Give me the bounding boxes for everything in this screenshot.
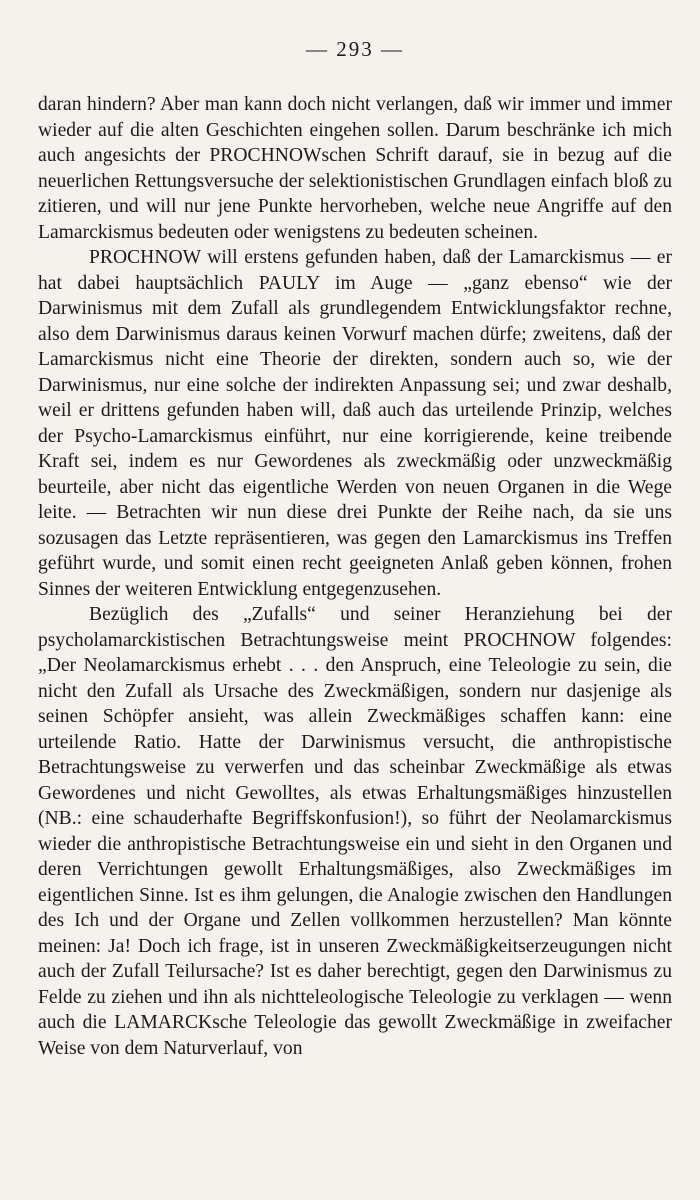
- paragraph-1: daran hindern? Aber man kann doch nicht verlangen, daß wir immer und immer wieder auf die alten Geschichten eingehen sollen. Darum beschränke ich mich auch angesichts der PROCHNOWschen Schrift darauf, sie in bezug auf die neuerlichen Rettungsversuche der selektionistischen Grundlagen einfach bloß zu zitieren, und will nur jene Punkte hervorheben, welche neue Angriffe auf den Lamarckismus bedeuten oder wenigstens zu bedeuten scheinen.: [38, 94, 672, 243]
- body-text: [38, 92, 672, 1061]
- page-number: — 293 —: [306, 37, 404, 61]
- paragraph-2: PROCHNOW will erstens gefunden haben, daß der Lamarckismus — er hat dabei hauptsächlich PAULY im Auge — „ganz ebenso“ wie der Darwinismus mit dem Zufall als grundlegendem Entwicklungsfaktor rechne, also dem Darwinismus daraus keinen Vorwurf machen dürfe; zweitens, daß der Lamarckismus nicht eine Theorie der direkten, sondern auch so, wie der Darwinismus, nur eine solche der indirekten Anpassung sei; und zwar deshalb, weil er drittens gefunden haben will, daß auch das urteilende Prinzip, welches der Psycho-Lamarckismus einführt, nur eine korrigierende, keine treibende Kraft sei, indem es nur Gewordenes als zweckmäßig oder unzweckmäßig beurteile, aber nicht das eigentliche Werden von neuen Organen in die Wege leite. — Betrachten wir nun diese drei Punkte der Reihe nach, da sie uns sozusagen das Letzte repräsentieren, was gegen den Lamarckismus ins Treffen geführt wurde, und somit einen recht geeigneten Anlaß geben können, frohen Sinnes der weiteren Entwicklung entgegenzusehen.: [38, 247, 672, 600]
- paragraph-3: Bezüglich des „Zufalls“ und seiner Heranziehung bei der psycholamarckistischen Betrachtungsweise meint PROCHNOW folgendes: „Der Neolamarckismus erhebt . . . den Anspruch, eine Teleologie zu sein, die nicht den Zufall als Ursache des Zweckmäßigen, sondern nur dasjenige als seinen Schöpfer ansieht, was allein Zweckmäßiges schaffen kann: eine urteilende Ratio. Hatte der Darwinismus versucht, die anthropistische Betrachtungsweise zu verwerfen und das scheinbar Zweckmäßige als etwas Gewordenes und nicht Gewolltes, als etwas Erhaltungsmäßiges hinzustellen (NB.: eine schauderhafte Begriffskonfusion!), so führt der Neolamarckismus wieder die anthropistische Betrachtungsweise ein und sieht in den Organen und deren Verrichtungen gewollt Erhaltungsmäßiges, also Zweckmäßiges im eigentlichen Sinne. Ist es ihm gelungen, die Analogie zwischen den Handlungen des Ich und der Organe und Zellen vollkommen herzustellen? Man könnte meinen: Ja! Doch ich frage, ist in unseren Zweckmäßigkeitserzeugungen nicht auch der Zufall Teilursache? Ist es daher berechtigt, gegen den Darwinismus zu Felde zu ziehen und ihn als nichtteleologische Teleologie zu verklagen — wenn auch die LAMARCKsche Teleologie das gewollt Zweckmäßige in zweifacher Weise von dem Naturverlauf, von: [38, 604, 672, 1059]
